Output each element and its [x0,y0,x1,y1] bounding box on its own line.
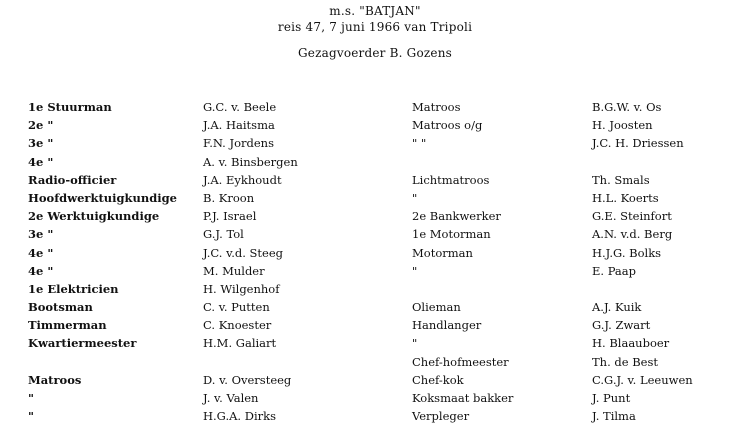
crew-name: E. Paap [592,263,637,278]
crew-name: J. Punt [592,391,631,405]
left-names-column [203,98,298,425]
ship-name: m.s. "BATJAN" [329,4,421,18]
crew-name: A.J. Kuik [592,300,642,315]
right-names-column [592,98,693,425]
crew-rank: 2e " [28,118,54,133]
crew-rank: 3e " [28,227,54,242]
crew-name: B.G.W. v. Os [592,100,662,114]
crew-name: C. v. Putten [203,300,270,315]
crew-name: M. Mulder [203,263,265,278]
crew-name: J. Tilma [592,409,636,424]
captain-line: Gezagvoerder B. Gozens [298,46,452,60]
crew-rank: " [412,190,418,205]
crew-rank: Radio-officier [28,172,117,187]
crew-rank [412,280,513,298]
crew-name: J.A. Haitsma [203,118,275,133]
crew-name: H.G.A. Dirks [203,409,276,424]
crew-rank: Chef-kok [412,372,464,387]
crew-rank: Koksmaat bakker [412,391,514,405]
crew-name [592,280,693,298]
crew-rank: Matroos o/g [412,118,483,133]
crew-rank: Kwartiermeester [28,336,137,351]
crew-rank: " [28,391,34,405]
crew-rank: Bootsman [28,300,93,315]
crew-name: A. v. Binsbergen [203,154,298,169]
crew-name: A.N. v.d. Berg [592,227,673,242]
crew-name: G.E. Steinfort [592,209,672,224]
crew-rank: " [412,336,418,351]
crew-name: G.C. v. Beele [203,100,277,114]
crew-rank: 2e Bankwerker [412,209,501,224]
crew-name: J.C. v.d. Steeg [203,245,284,260]
voyage-line: reis 47, 7 juni 1966 van Tripoli [277,20,473,34]
left-ranks-column [28,98,177,425]
crew-rank: Hoofdwerktuigkundige [28,190,177,205]
crew-rank [28,353,177,371]
crew-name: H. Wilgenhof [203,281,280,296]
crew-rank: Motorman [412,245,473,260]
crew-name: C. Knoester [203,318,272,333]
crew-rank: " [28,409,34,424]
crew-rank: 4e " [28,245,54,260]
crew-rank: 4e " [28,154,54,169]
crew-name: Th. Smals [592,172,650,187]
crew-rank: Matroos [412,100,461,114]
crew-name: D. v. Oversteeg [203,372,292,387]
crew-name: J.A. Eykhoudt [203,172,282,187]
crew-rank: 2e Werktuigkundige [28,209,160,224]
crew-rank: Timmerman [28,318,107,333]
crew-rank: 4e " [28,263,54,278]
crew-rank: Matroos [28,372,82,387]
crew-name: B. Kroon [203,190,255,205]
crew-rank: 3e " [28,136,54,151]
crew-rank [412,153,513,171]
crew-name: J.C. H. Driessen [592,136,684,151]
crew-name: F.N. Jordens [203,136,274,151]
crew-rank: Verpleger [412,409,470,424]
crew-name [203,353,298,371]
crew-rank: " " [412,136,427,151]
crew-name: H. Blaauboer [592,336,670,351]
crew-name: G.J. Zwart [592,318,651,333]
crew-name: G.J. Tol [203,227,244,242]
crew-rank: Olieman [412,300,461,315]
crew-rank: " [412,263,418,278]
crew-rank: Chef-hofmeester [412,354,509,369]
crew-name [592,153,693,171]
crew-rank: 1e Elektricien [28,281,119,296]
crew-rank: 1e Stuurman [28,100,112,114]
crew-name: P.J. Israel [203,209,257,224]
crew-name: Th. de Best [592,354,658,369]
right-ranks-column [412,98,513,425]
crew-rank: Lichtmatroos [412,172,490,187]
crew-name: H. Joosten [592,118,653,133]
crew-rank: 1e Motorman [412,227,491,242]
crew-rank: Handlanger [412,318,482,333]
crew-name: H.L. Koerts [592,190,659,205]
crew-name: H.J.G. Bolks [592,245,662,260]
crew-name: J. v. Valen [203,391,259,405]
crew-name: C.G.J. v. Leeuwen [592,372,693,387]
crew-name: H.M. Galiart [203,336,277,351]
